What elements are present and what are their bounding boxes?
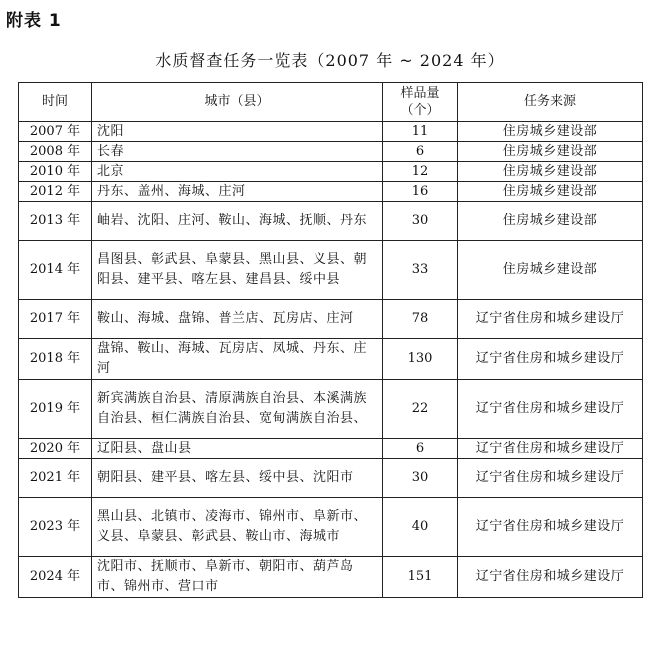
cell-source: 辽宁省住房和城乡建设厅 <box>458 300 643 339</box>
table-row <box>19 202 643 241</box>
table-row <box>19 162 643 182</box>
header-count: 样品量（个） <box>383 83 458 122</box>
cell-cities: 沈阳 <box>92 122 383 142</box>
cell-count: 22 <box>383 380 458 439</box>
cell-count: 6 <box>383 142 458 162</box>
cell-cities: 盘锦、鞍山、海城、瓦房店、凤城、丹东、庄河 <box>92 339 383 380</box>
cell-year: 2008 年 <box>19 142 92 162</box>
cell-cities: 丹东、盖州、海城、庄河 <box>92 182 383 202</box>
cell-source: 住房城乡建设部 <box>458 122 643 142</box>
cell-cities: 新宾满族自治县、清原满族自治县、本溪满族自治县、桓仁满族自治县、宽甸满族自治县、 <box>92 380 383 439</box>
cell-year: 2020 年 <box>19 439 92 459</box>
table-row <box>19 241 643 300</box>
cell-year: 2018 年 <box>19 339 92 380</box>
table-row <box>19 122 643 142</box>
cell-count: 6 <box>383 439 458 459</box>
cell-count: 40 <box>383 498 458 557</box>
cell-count: 30 <box>383 459 458 498</box>
table-row <box>19 300 643 339</box>
cell-cities: 黑山县、北镇市、凌海市、锦州市、阜新市、义县、阜蒙县、彰武县、鞍山市、海城市 <box>92 498 383 557</box>
cell-year: 2021 年 <box>19 459 92 498</box>
table-header-row <box>19 83 643 122</box>
cell-cities: 长春 <box>92 142 383 162</box>
cell-count: 11 <box>383 122 458 142</box>
cell-year: 2024 年 <box>19 557 92 598</box>
cell-cities: 北京 <box>92 162 383 182</box>
header-city: 城市（县） <box>92 83 383 122</box>
cell-year: 2007 年 <box>19 122 92 142</box>
cell-year: 2012 年 <box>19 182 92 202</box>
cell-count: 16 <box>383 182 458 202</box>
cell-cities: 鞍山、海城、盘锦、普兰店、瓦房店、庄河 <box>92 300 383 339</box>
table-row <box>19 498 643 557</box>
table-row <box>19 459 643 498</box>
cell-count: 30 <box>383 202 458 241</box>
cell-source: 住房城乡建设部 <box>458 142 643 162</box>
cell-source: 辽宁省住房和城乡建设厅 <box>458 339 643 380</box>
cell-source: 辽宁省住房和城乡建设厅 <box>458 459 643 498</box>
cell-cities: 沈阳市、抚顺市、阜新市、朝阳市、葫芦岛市、锦州市、营口市 <box>92 557 383 598</box>
table-title: 水质督查任务一览表（2007 年 ~ 2024 年） <box>155 51 505 70</box>
cell-source: 辽宁省住房和城乡建设厅 <box>458 439 643 459</box>
table-row <box>19 380 643 439</box>
cell-source: 辽宁省住房和城乡建设厅 <box>458 380 643 439</box>
cell-source: 住房城乡建设部 <box>458 182 643 202</box>
table-row <box>19 439 643 459</box>
cell-source: 住房城乡建设部 <box>458 202 643 241</box>
table-row <box>19 557 643 598</box>
cell-year: 2023 年 <box>19 498 92 557</box>
cell-count: 33 <box>383 241 458 300</box>
cell-year: 2017 年 <box>19 300 92 339</box>
cell-count: 78 <box>383 300 458 339</box>
cell-year: 2013 年 <box>19 202 92 241</box>
header-time: 时间 <box>19 83 92 122</box>
header-source: 任务来源 <box>458 83 643 122</box>
cell-cities: 岫岩、沈阳、庄河、鞍山、海城、抚顺、丹东 <box>92 202 383 241</box>
water-quality-table <box>18 82 643 598</box>
cell-count: 130 <box>383 339 458 380</box>
cell-cities: 朝阳县、建平县、喀左县、绥中县、沈阳市 <box>92 459 383 498</box>
cell-source: 辽宁省住房和城乡建设厅 <box>458 557 643 598</box>
cell-year: 2019 年 <box>19 380 92 439</box>
cell-cities: 昌图县、彰武县、阜蒙县、黑山县、义县、朝阳县、建平县、喀左县、建昌县、绥中县 <box>92 241 383 300</box>
cell-count: 151 <box>383 557 458 598</box>
cell-year: 2010 年 <box>19 162 92 182</box>
table-row <box>19 142 643 162</box>
table-row <box>19 182 643 202</box>
appendix-label: 附表 1 <box>6 11 62 31</box>
cell-year: 2014 年 <box>19 241 92 300</box>
cell-count: 12 <box>383 162 458 182</box>
table-row <box>19 339 643 380</box>
cell-source: 住房城乡建设部 <box>458 241 643 300</box>
cell-cities: 辽阳县、盘山县 <box>92 439 383 459</box>
cell-source: 住房城乡建设部 <box>458 162 643 182</box>
cell-source: 辽宁省住房和城乡建设厅 <box>458 498 643 557</box>
